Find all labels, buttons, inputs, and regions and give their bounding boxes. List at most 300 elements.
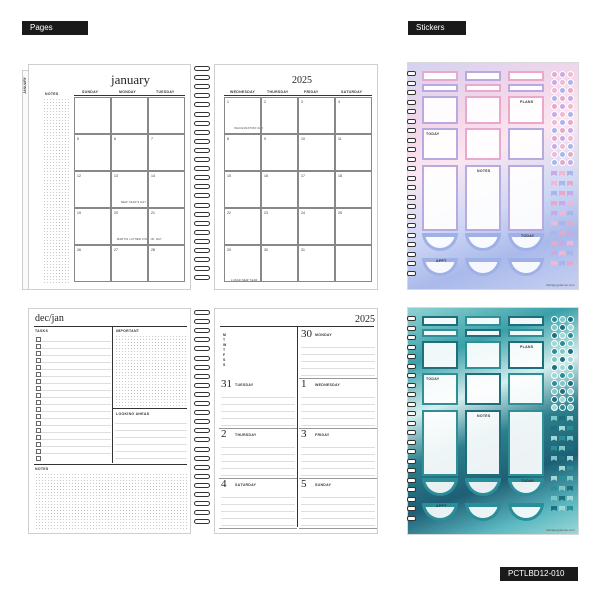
sheet-hole <box>407 383 416 388</box>
holiday-note-lunar: LUNAR NEW YEAR <box>231 279 258 282</box>
sheet-hole <box>407 109 416 114</box>
sheet-hole <box>407 497 416 502</box>
coil-ring <box>194 130 210 135</box>
sticker-dot <box>567 380 574 387</box>
sticker-dot <box>567 324 574 331</box>
week-day-rule <box>299 528 377 529</box>
coil-ring <box>194 510 210 515</box>
weekday-header: THURSDAY <box>267 90 289 94</box>
weekly-right-page <box>214 308 378 534</box>
sticker-dot <box>567 159 574 166</box>
sticker-dot <box>567 332 574 339</box>
important-rule <box>113 408 187 409</box>
sticker-flag <box>559 436 565 441</box>
week-day-number: 3 <box>301 428 307 440</box>
coil-ring <box>194 310 210 315</box>
sticker-flag <box>551 171 557 176</box>
sticker-dot <box>559 87 566 94</box>
day-number: 16 <box>264 174 268 178</box>
sheet-hole <box>407 71 416 76</box>
sticker-half-circle <box>465 258 501 276</box>
sticker-label-box <box>465 316 501 326</box>
calendar-day-cell <box>224 208 261 245</box>
task-checkbox <box>36 407 41 412</box>
coil-ring <box>194 410 210 415</box>
calendar-day-cell <box>261 245 298 282</box>
sheet-hole <box>407 487 416 492</box>
calendar-day-cell <box>335 208 372 245</box>
sticker-label-box <box>508 84 544 92</box>
sticker-box <box>465 373 501 405</box>
sticker-flag <box>567 446 573 451</box>
sheet-hole <box>407 354 416 359</box>
sticker-today-label-2: TODAY <box>521 234 535 238</box>
sheet-hole <box>407 90 416 95</box>
sticker-notes-box <box>465 165 501 231</box>
day-number: 18 <box>338 174 342 178</box>
coil-ring <box>194 474 210 479</box>
week-day-number: 1 <box>301 378 307 390</box>
sticker-dot <box>551 127 558 134</box>
sticker-flag <box>559 426 565 431</box>
task-checkbox <box>36 337 41 342</box>
task-checkbox <box>36 435 41 440</box>
coil-ring <box>194 392 210 397</box>
sticker-half-circle <box>422 478 458 496</box>
coil-ring <box>194 483 210 488</box>
sticker-box-tall <box>508 165 544 231</box>
calendar-day-cell <box>148 134 185 171</box>
sticker-dot <box>567 388 574 395</box>
sticker-today-label: TODAY <box>426 377 440 381</box>
calendar-day-cell <box>298 245 335 282</box>
sticker-brand: thehappyplanner.com <box>546 283 575 287</box>
sticker-flag <box>559 506 565 511</box>
calendar-day-cell <box>111 97 148 134</box>
day-number: 23 <box>264 211 268 215</box>
sheet-hole <box>407 345 416 350</box>
stickers-label: Stickers <box>408 21 466 35</box>
calendar-day-cell <box>111 171 148 208</box>
sticker-plans-label: PLANS <box>520 345 534 349</box>
sticker-dot <box>567 340 574 347</box>
weekly-left-page <box>28 308 191 534</box>
task-checkbox <box>36 372 41 377</box>
day-number: 4 <box>338 100 340 104</box>
weekly-notes-label: NOTES <box>35 467 49 471</box>
sticker-box <box>422 341 458 369</box>
sticker-dot <box>559 332 566 339</box>
sticker-dot <box>567 404 574 411</box>
coil-ring <box>194 102 210 107</box>
sheet-hole <box>407 252 416 257</box>
holiday-note-mlk: MARTIN LUTHER KING JR. DAY <box>117 238 162 241</box>
sticker-flag <box>567 171 573 176</box>
day-number: 21 <box>151 211 155 215</box>
sticker-dot <box>567 103 574 110</box>
monthly-notes-grid <box>43 98 70 284</box>
sticker-dot <box>559 372 566 379</box>
sticker-dot <box>551 324 558 331</box>
sticker-flag <box>551 486 557 491</box>
coil-ring <box>194 365 210 370</box>
day-number: 15 <box>227 174 231 178</box>
weekday-header: MONDAY <box>119 90 137 94</box>
sticker-flag <box>551 191 557 196</box>
week-day-lines <box>301 491 375 527</box>
day-number: 28 <box>151 248 155 252</box>
sticker-dot <box>559 135 566 142</box>
sheet-hole <box>407 402 416 407</box>
week-day-number: 30 <box>301 328 312 340</box>
weekday-letter: F <box>223 353 226 357</box>
coil-ring <box>194 456 210 461</box>
week-day-rule <box>219 478 297 479</box>
sheet-hole <box>407 411 416 416</box>
sticker-flag <box>567 241 573 246</box>
calendar-day-cell <box>261 171 298 208</box>
weekday-header: FRIDAY <box>304 90 319 94</box>
weekday-letter: M <box>223 333 227 337</box>
month-title: january <box>111 72 150 87</box>
sticker-flag <box>551 201 557 206</box>
sticker-sheet-holes <box>407 71 415 281</box>
sticker-box-tall <box>422 410 458 476</box>
week-day-lines <box>221 441 295 477</box>
coil-ring <box>194 346 210 351</box>
task-checkbox <box>36 400 41 405</box>
sheet-hole <box>407 440 416 445</box>
sticker-flag <box>559 261 565 266</box>
sticker-dot <box>567 143 574 150</box>
sticker-flag <box>567 211 573 216</box>
week-day-number: 2 <box>221 428 227 440</box>
sticker-dot <box>551 119 558 126</box>
weekly-title-rule <box>34 326 187 327</box>
sticker-flag <box>551 466 557 471</box>
week-day-name: SATURDAY <box>235 483 257 487</box>
day-number: 29 <box>227 248 231 252</box>
sticker-flag <box>551 261 557 266</box>
sticker-flag <box>551 456 557 461</box>
calendar-day-cell <box>148 245 185 282</box>
coil-ring <box>194 401 210 406</box>
task-checkbox <box>36 351 41 356</box>
sheet-hole <box>407 119 416 124</box>
sticker-flag <box>559 251 565 256</box>
calendar-day-cell <box>261 134 298 171</box>
looking-ahead-label: LOOKING AHEAD <box>116 412 150 416</box>
sticker-flag <box>567 476 573 481</box>
sticker-box <box>465 341 501 369</box>
calendar-day-cell <box>335 171 372 208</box>
sticker-appt-label: APPT <box>436 259 447 263</box>
sheet-hole <box>407 430 416 435</box>
coil-ring <box>194 248 210 253</box>
sticker-flag <box>559 221 565 226</box>
coil-ring <box>194 203 210 208</box>
calendar-day-cell <box>298 134 335 171</box>
sticker-label-box <box>465 329 501 337</box>
sticker-flag <box>551 436 557 441</box>
sticker-flag <box>567 181 573 186</box>
sticker-flag <box>551 231 557 236</box>
sticker-dot <box>551 364 558 371</box>
sticker-half-circle <box>465 503 501 521</box>
sticker-dot <box>551 372 558 379</box>
sticker-flag <box>567 251 573 256</box>
weekday-letter: T <box>223 348 226 352</box>
sticker-dot <box>567 372 574 379</box>
sticker-dot <box>551 340 558 347</box>
sheet-hole <box>407 506 416 511</box>
week-day-rule <box>299 378 377 379</box>
day-number: 9 <box>264 137 266 141</box>
day-number: 27 <box>114 248 118 252</box>
sticker-dot <box>559 119 566 126</box>
sticker-label-box <box>422 329 458 337</box>
sticker-dot <box>559 356 566 363</box>
coil-ring <box>194 212 210 217</box>
sheet-hole <box>407 478 416 483</box>
sticker-label-box <box>465 71 501 81</box>
sticker-flag <box>551 506 557 511</box>
week-day-name: SUNDAY <box>315 483 332 487</box>
coil-ring <box>194 148 210 153</box>
coil-ring <box>194 492 210 497</box>
coil-ring <box>194 166 210 171</box>
coil-ring <box>194 239 210 244</box>
sticker-dot <box>559 316 566 323</box>
sticker-half-circle <box>508 503 544 521</box>
calendar-day-cell <box>298 208 335 245</box>
week-day-lines <box>221 391 295 427</box>
sticker-box <box>508 373 544 405</box>
sheet-hole <box>407 459 416 464</box>
monthly-left-page <box>28 64 191 290</box>
sticker-half-circle <box>465 478 501 496</box>
sticker-half-circle <box>508 233 544 251</box>
sheet-hole <box>407 335 416 340</box>
sticker-dot <box>551 396 558 403</box>
calendar-day-cell <box>261 208 298 245</box>
weekly-center-divider <box>297 327 298 527</box>
sheet-hole <box>407 147 416 152</box>
sticker-flag <box>567 191 573 196</box>
task-checkbox <box>36 344 41 349</box>
calendar-day-cell <box>74 208 111 245</box>
day-number: 6 <box>114 137 116 141</box>
calendar-day-cell <box>335 134 372 171</box>
weekday-letter: S <box>223 358 226 362</box>
sticker-dot <box>567 71 574 78</box>
day-number: 20 <box>114 211 118 215</box>
coil-ring <box>194 266 210 271</box>
sheet-hole <box>407 516 416 521</box>
coil-ring <box>194 328 210 333</box>
sticker-dot <box>551 151 558 158</box>
coil-ring <box>194 66 210 71</box>
sheet-hole <box>407 468 416 473</box>
sheet-hole <box>407 326 416 331</box>
sticker-dot <box>559 364 566 371</box>
sheet-hole <box>407 421 416 426</box>
coil-ring <box>194 121 210 126</box>
sticker-dot <box>551 87 558 94</box>
sticker-flag <box>567 486 573 491</box>
sticker-sheet-teal <box>407 307 579 535</box>
sticker-flag <box>559 171 565 176</box>
sheet-hole <box>407 373 416 378</box>
sticker-dot <box>559 143 566 150</box>
coil-ring <box>194 519 210 524</box>
calendar-day-cell <box>148 208 185 245</box>
sticker-flag <box>559 476 565 481</box>
calendar-day-cell <box>224 134 261 171</box>
sticker-dot <box>567 396 574 403</box>
weekday-header: SUNDAY <box>82 90 99 94</box>
sticker-plans-box <box>508 341 544 369</box>
sticker-half-circle <box>422 258 458 276</box>
calendar-day-cell <box>224 97 264 134</box>
calendar-day-cell <box>74 245 111 282</box>
sticker-sheet-pastel <box>407 62 579 290</box>
coil-ring <box>194 93 210 98</box>
sticker-dot <box>551 103 558 110</box>
sticker-flag <box>559 231 565 236</box>
calendar-day-cell <box>74 97 111 134</box>
task-checkbox <box>36 365 41 370</box>
sticker-dot <box>551 388 558 395</box>
tasks-divider <box>112 327 113 463</box>
sticker-dot <box>551 95 558 102</box>
calendar-day-cell <box>111 245 148 282</box>
sticker-flag <box>559 201 565 206</box>
sticker-flag <box>567 201 573 206</box>
week-day-rule <box>219 428 297 429</box>
sticker-dot <box>567 364 574 371</box>
coil-ring <box>194 374 210 379</box>
week-day-name: THURSDAY <box>235 433 257 437</box>
sticker-dot <box>567 348 574 355</box>
sticker-notes-label: NOTES <box>477 414 491 418</box>
coil-ring <box>194 275 210 280</box>
sheet-hole <box>407 185 416 190</box>
sticker-dot <box>559 79 566 86</box>
week-day-lines <box>221 491 295 527</box>
task-checkbox <box>36 428 41 433</box>
sticker-dot <box>559 95 566 102</box>
calendar-day-cell <box>148 171 185 208</box>
sticker-label-box <box>508 329 544 337</box>
calendar-day-cell <box>74 134 111 171</box>
notes-rule <box>34 464 187 465</box>
coil-ring <box>194 447 210 452</box>
sticker-flag <box>567 261 573 266</box>
calendar-day-cell <box>111 134 148 171</box>
calendar-day-cell <box>74 171 111 208</box>
weekday-letter: S <box>223 363 226 367</box>
sticker-dot <box>551 79 558 86</box>
monthly-coil-binding <box>192 66 214 286</box>
day-number: 10 <box>301 137 305 141</box>
sticker-flag <box>551 426 557 431</box>
calendar-day-cell <box>298 171 335 208</box>
sticker-dot <box>559 340 566 347</box>
sticker-dot <box>551 71 558 78</box>
sticker-dot <box>567 79 574 86</box>
sticker-plans-box <box>508 96 544 124</box>
sticker-flag <box>559 446 565 451</box>
sticker-label-box <box>422 316 458 326</box>
sticker-dot <box>567 95 574 102</box>
sticker-dot <box>551 332 558 339</box>
sheet-hole <box>407 261 416 266</box>
sticker-flag <box>551 446 557 451</box>
day-number: 8 <box>227 137 229 141</box>
sticker-dot <box>551 159 558 166</box>
coil-ring <box>194 175 210 180</box>
day-number: 30 <box>264 248 268 252</box>
weekly-coil-binding <box>192 310 214 530</box>
sticker-dot <box>559 127 566 134</box>
sticker-dot <box>551 356 558 363</box>
sticker-flag <box>551 476 557 481</box>
coil-ring <box>194 501 210 506</box>
sticker-plans-label: PLANS <box>520 100 534 104</box>
sticker-flag <box>559 416 565 421</box>
task-checkbox <box>36 393 41 398</box>
sticker-label-box <box>422 71 458 81</box>
sticker-flag <box>551 241 557 246</box>
task-checkbox <box>36 449 41 454</box>
coil-ring <box>194 319 210 324</box>
weekly-year: 2025 <box>355 314 375 325</box>
day-number: 11 <box>338 137 342 141</box>
sticker-dot <box>567 151 574 158</box>
coil-ring <box>194 428 210 433</box>
sticker-notes-label: NOTES <box>477 169 491 173</box>
sticker-flag <box>567 456 573 461</box>
sticker-dot <box>567 119 574 126</box>
sticker-dot <box>559 111 566 118</box>
sticker-dot <box>551 111 558 118</box>
sticker-flag <box>559 241 565 246</box>
day-number: 2 <box>264 100 266 104</box>
coil-ring <box>194 230 210 235</box>
day-number: 26 <box>77 248 81 252</box>
sticker-today-box <box>422 373 458 405</box>
sticker-dot <box>559 324 566 331</box>
sticker-flag <box>551 251 557 256</box>
sticker-dot <box>559 380 566 387</box>
sheet-hole <box>407 157 416 162</box>
sheet-hole <box>407 204 416 209</box>
sticker-dot <box>559 159 566 166</box>
sticker-flag <box>559 466 565 471</box>
pages-label: Pages <box>22 21 88 35</box>
sticker-dot <box>559 388 566 395</box>
coil-ring <box>194 337 210 342</box>
monthly-notes-label: NOTES <box>45 92 59 96</box>
weekday-header: TUESDAY <box>156 90 175 94</box>
week-day-rule <box>299 428 377 429</box>
coil-ring <box>194 383 210 388</box>
sheet-hole <box>407 166 416 171</box>
sticker-dot <box>567 111 574 118</box>
task-checkbox <box>36 386 41 391</box>
sticker-dot <box>559 103 566 110</box>
